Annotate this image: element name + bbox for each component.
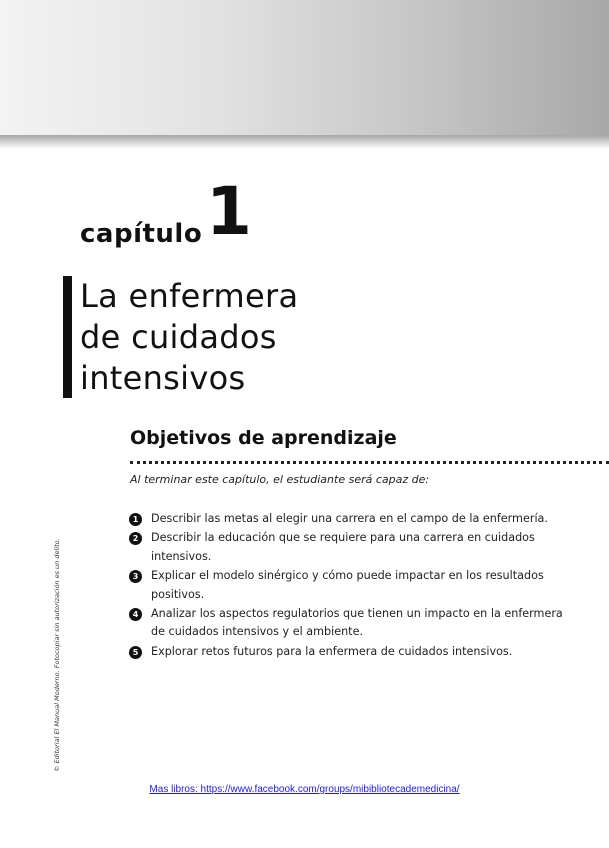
footer-link[interactable] [0, 784, 609, 795]
objectives-intro: Al terminar este capítulo, el estudiante será capaz de: [130, 473, 430, 486]
objectives-list [129, 510, 569, 662]
objective-item [129, 605, 569, 642]
objective-text: Describir la educación que se requiere para una carrera en cuidados intensivos. [151, 531, 535, 563]
number-bullet-icon: 3 [129, 570, 142, 583]
chapter-word: capítulo [80, 219, 203, 249]
title-accent-bar [63, 276, 72, 398]
objective-item [129, 510, 569, 528]
number-bullet-icon: 2 [129, 532, 142, 545]
chapter-title-line: de cuidados [80, 318, 277, 356]
header-band [0, 0, 609, 135]
objective-item [129, 529, 569, 566]
chapter-title-line: La enfermera [80, 277, 299, 315]
objectives-heading: Objetivos de aprendizaje [130, 427, 397, 449]
objective-item [129, 567, 569, 604]
header-shadow [0, 135, 609, 149]
objective-text: Explorar retos futuros para la enfermera de cuidados intensivos. [151, 644, 513, 658]
number-bullet-icon: 4 [129, 608, 142, 621]
objective-text: Explicar el modelo sinérgico y cómo puede impactar en los resultados positivos. [151, 569, 544, 601]
objective-text: Analizar los aspectos regulatorios que tienen un impacto en la enfermera de cuidados intensivos y el ambiente. [151, 607, 563, 639]
chapter-title-line: intensivos [80, 359, 246, 397]
objective-text: Describir las metas al elegir una carrera en el campo de la enfermería. [151, 512, 548, 525]
chapter-title [80, 276, 380, 399]
chapter-number: 1 [206, 173, 252, 250]
copyright-side-note: © Editorial El Manual Moderno. Fotocopiar sin autorización es un delito. [53, 538, 61, 772]
objective-item [129, 643, 569, 661]
number-bullet-icon: 1 [129, 513, 142, 526]
footer-link-text[interactable]: Mas libros: https://www.facebook.com/groups/mibibliotecademedicina/ [149, 784, 460, 795]
dotted-divider [130, 461, 609, 464]
number-bullet-icon: 5 [129, 646, 142, 659]
